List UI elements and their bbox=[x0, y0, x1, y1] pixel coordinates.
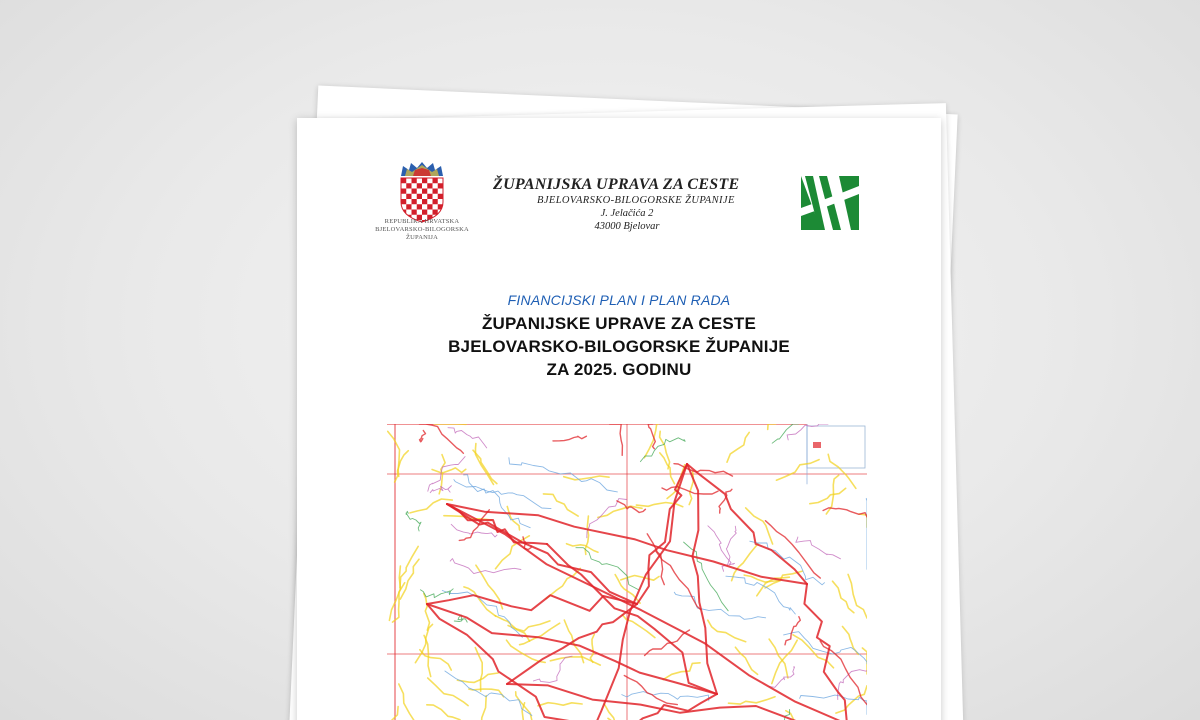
coat-caption-line-2: BJELOVARSKO-BILOGORSKA ŽUPANIJA bbox=[375, 226, 469, 241]
croatian-coat-of-arms-icon bbox=[395, 160, 449, 224]
organization-name: ŽUPANIJSKA UPRAVA ZA CESTE bbox=[493, 176, 740, 193]
road-logo-icon bbox=[799, 174, 861, 232]
coat-caption bbox=[359, 218, 485, 242]
organization-block bbox=[487, 176, 767, 233]
organization-street: J. Jelačića 2 bbox=[600, 208, 654, 219]
document-kicker: FINANCIJSKI PLAN I PLAN RADA bbox=[507, 292, 731, 308]
document-title-line-2: BJELOVARSKO-BILOGORSKE ŽUPANIJE bbox=[448, 337, 790, 356]
document-page bbox=[297, 118, 941, 720]
document-title-line-1: ŽUPANIJSKE UPRAVE ZA CESTE bbox=[481, 314, 757, 333]
county-road-map bbox=[387, 424, 867, 720]
organization-county: BJELOVARSKO-BILOGORSKE ŽUPANIJE bbox=[537, 195, 735, 206]
organization-city: 43000 Bjelovar bbox=[594, 221, 660, 232]
coat-caption-line-1: REPUBLIKA HRVATSKA bbox=[384, 218, 460, 225]
document-title-line-3: ZA 2025. GODINU bbox=[546, 360, 692, 379]
